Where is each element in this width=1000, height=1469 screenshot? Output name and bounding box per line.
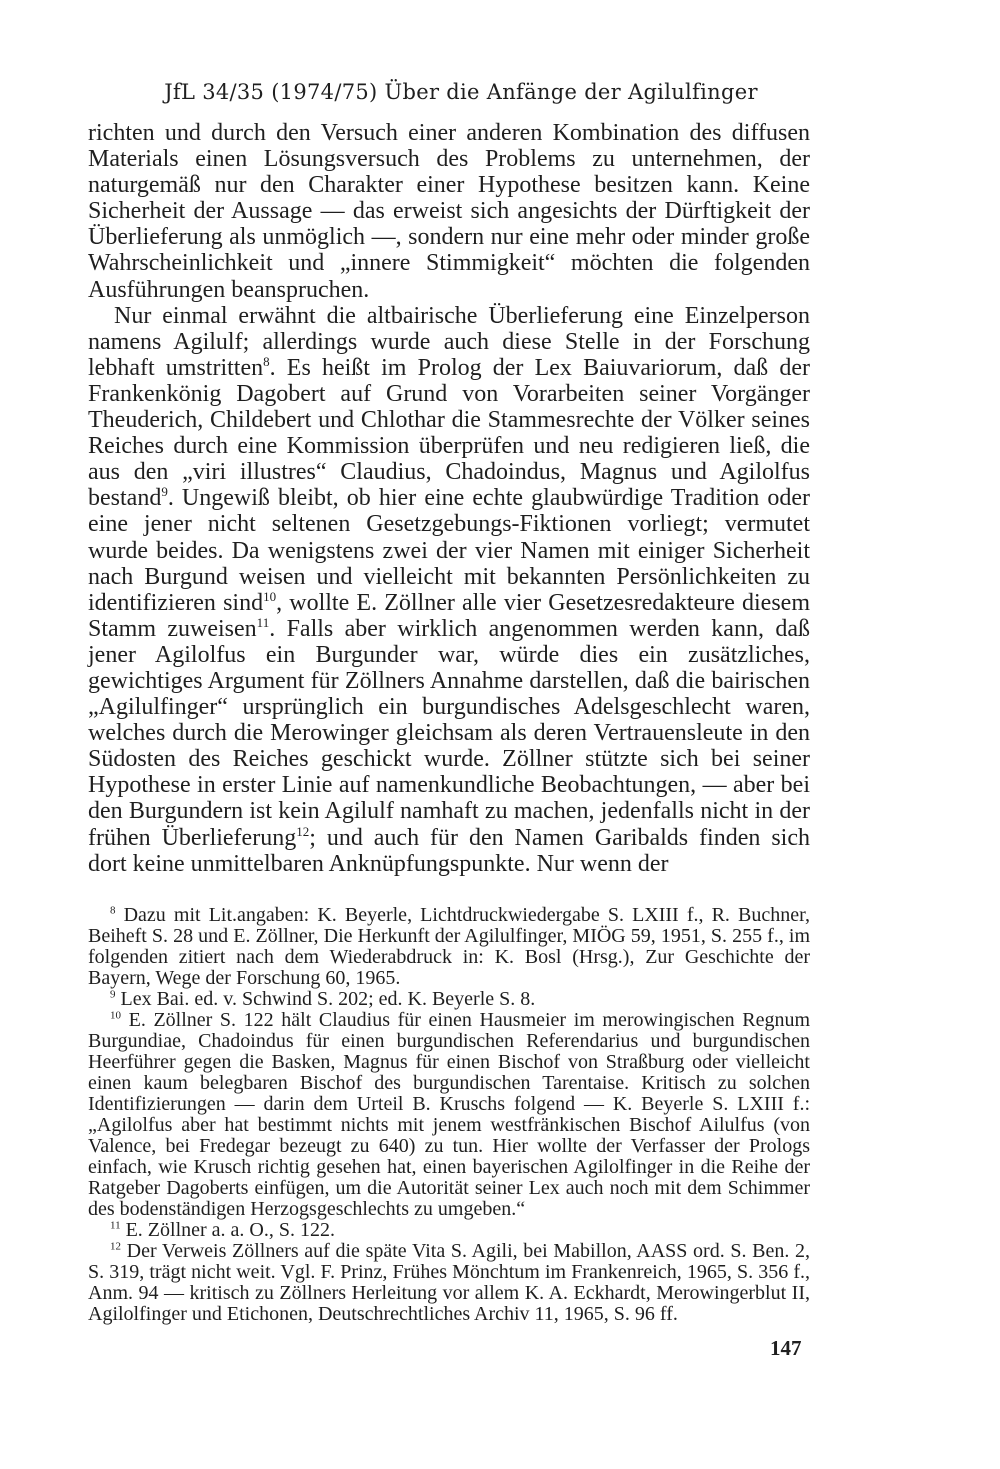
footnote-text: Der Verweis Zöllners auf die späte Vita S. Agili, bei Mabillon, AASS ord. S. Ben. 2, S. 319, trägt nicht weit. Vgl. F. Prinz, Frühes Mönchtum im Frankenreich, 1965, S. 356 f., Anm. 94 — kritisch zu Zöllners Herleitung vor allem K. A. Eckhardt, Merowingerblut II, Agilolfinger und Etichonen, Deutschrechtliches Archiv 11, 1965, S. 96 ff.	[88, 1239, 810, 1325]
footnote-number: 8	[110, 904, 116, 917]
footnote-number: 10	[110, 1009, 121, 1022]
text-segment: . Es heißt im Prolog der Lex Baiuvariorum, daß der Frankenkönig Dagobert auf Grund von Vorarbeiten seiner Vorgänger Theuderich, Childebert und Chlothar die Stammesrechte der Völker seines Reiches durch eine Kommission überprüfen und neu redigieren ließ, die aus den „viri illustres“ Claudius, Chadoindus, Magnus und Agilolfus bestand	[88, 354, 810, 512]
footnote	[88, 1220, 810, 1241]
footnote-number: 11	[110, 1219, 121, 1232]
text-segment: . Falls aber wirklich angenommen werden kann, daß jener Agilolfus ein Burgunder war, würde dies ein zusätzliches, gewichtiges Argument für Zöllners Annahme darstellen, daß die bairischen „Agilulfinger“ ursprünglich ein burgundisches Adelsgeschlecht waren, welches durch die Merowinger gleichsam als deren Vertrauensleute in den Südosten des Reiches geschickt wurde. Zöllner stützte sich bei seiner Hypothese in erster Linie auf namenkundliche Beobachtungen, — aber bei den Burgundern ist kein Agilulf namhaft zu machen, jedenfalls nicht in der frühen Überlieferung	[88, 615, 810, 851]
page-number: 147	[770, 1336, 802, 1360]
footnote-number: 12	[110, 1240, 121, 1253]
running-head: JfL 34/35 (1974/75) Über die Anfänge der Agilulfinger	[164, 80, 758, 104]
footnote-ref[interactable]: 8	[263, 353, 270, 369]
footnote-text: Lex Bai. ed. v. Schwind S. 202; ed. K. Beyerle S. 8.	[120, 987, 536, 1010]
footnotes	[88, 905, 810, 1325]
text-segment: Nur einmal erwähnt die altbairische Überlieferung eine Einzelperson namens Agilulf; allerdings wurde auch diese Stelle in der Forschung lebhaft umstritten	[88, 302, 810, 381]
footnote-text: E. Zöllner S. 122 hält Claudius für einen Hausmeier im merowingischen Regnum Burgundiae, Chadoindus für einen burgundischen Referendarius und burgundischen Heerführer gegen die Basken, Magnus für einen Bischof von Straßburg oder vielleicht einen kaum belegbaren Bischof des burgundischen Tarentaise. Kritisch zu solchen Identifizierungen — darin dem Urteil B. Kruschs folgend — K. Beyerle S. LXIII f.: „Agilolfus aber hat bestimmt nichts mit jenem westfränkischen Bischof Ailulfus (von Valence, bei Fredegar bezeugt zu 640) zu tun. Hier wollte der Verfasser der Prologs einfach, wie Krusch richtig gesehen hat, einen bayerischen Agilolfinger in die Reihe der Ratgeber Dagoberts einfügen, um die Autorität seiner Lex auch noch mit dem Schimmer des bodenständigen Herzogsgeschlechts zu umgeben.“	[88, 1008, 811, 1220]
text-segment: , wollte E. Zöllner alle vier Gesetzesredakteure diesem Stamm zuweisen	[88, 589, 810, 642]
text-segment: . Ungewiß bleibt, ob hier eine echte glaubwürdige Tradition oder eine jener nicht seltenen Gesetzgebungs-Fiktionen vorliegt; vermutet wurde beides. Da wenigstens zwei der vier Namen mit einiger Sicherheit nach Burgund weisen und vielleicht mit bekannten Persönlichkeiten zu identifizieren sind	[88, 485, 810, 616]
footnote	[88, 905, 810, 989]
footnote	[88, 989, 810, 1010]
footnote-text: E. Zöllner a. a. O., S. 122.	[125, 1218, 335, 1241]
paragraph	[88, 303, 810, 877]
footnote	[88, 1010, 810, 1220]
page	[88, 80, 810, 1325]
text-segment: richten und durch den Versuch einer anderen Kombination des diffusen Materials einen Lösungsversuch des Problems zu unternehmen, der naturgemäß nur den Charakter einer Hypothese besitzen kann. Keine Sicherheit der Aussage — das erweist sich angesichts der Dürftigkeit der Überlieferung als unmöglich —, sondern nur eine mehr oder minder große Wahrscheinlichkeit und „innere Stimmigkeit“ möchten die folgenden Ausführungen beanspruchen.	[88, 120, 810, 303]
footnote-ref[interactable]: 9	[161, 484, 168, 500]
footnote	[88, 1241, 810, 1325]
text-segment: ; und auch für den Namen Garibalds finden sich dort keine unmittelbaren Anknüpfungspunkte. Nur wenn der	[88, 824, 810, 877]
footnote-ref[interactable]: 11	[256, 614, 270, 630]
footnote-text: Dazu mit Lit.angaben: K. Beyerle, Lichtdruckwiedergabe S. LXIII f., R. Buchner, Beiheft S. 28 und E. Zöllner, Die Herkunft der Agilulfinger, MIÖG 59, 1951, S. 255 f., im folgenden zitiert nach dem Wiederabdruck in: K. Bosl (Hrsg.), Zur Geschichte der Bayern, Wege der Forschung 60, 1965.	[88, 903, 810, 989]
body-text	[88, 120, 810, 877]
footnote-number: 9	[110, 988, 116, 1001]
paragraph	[88, 120, 810, 303]
footnote-ref[interactable]: 10	[263, 588, 277, 604]
footnote-ref[interactable]: 12	[296, 823, 310, 839]
